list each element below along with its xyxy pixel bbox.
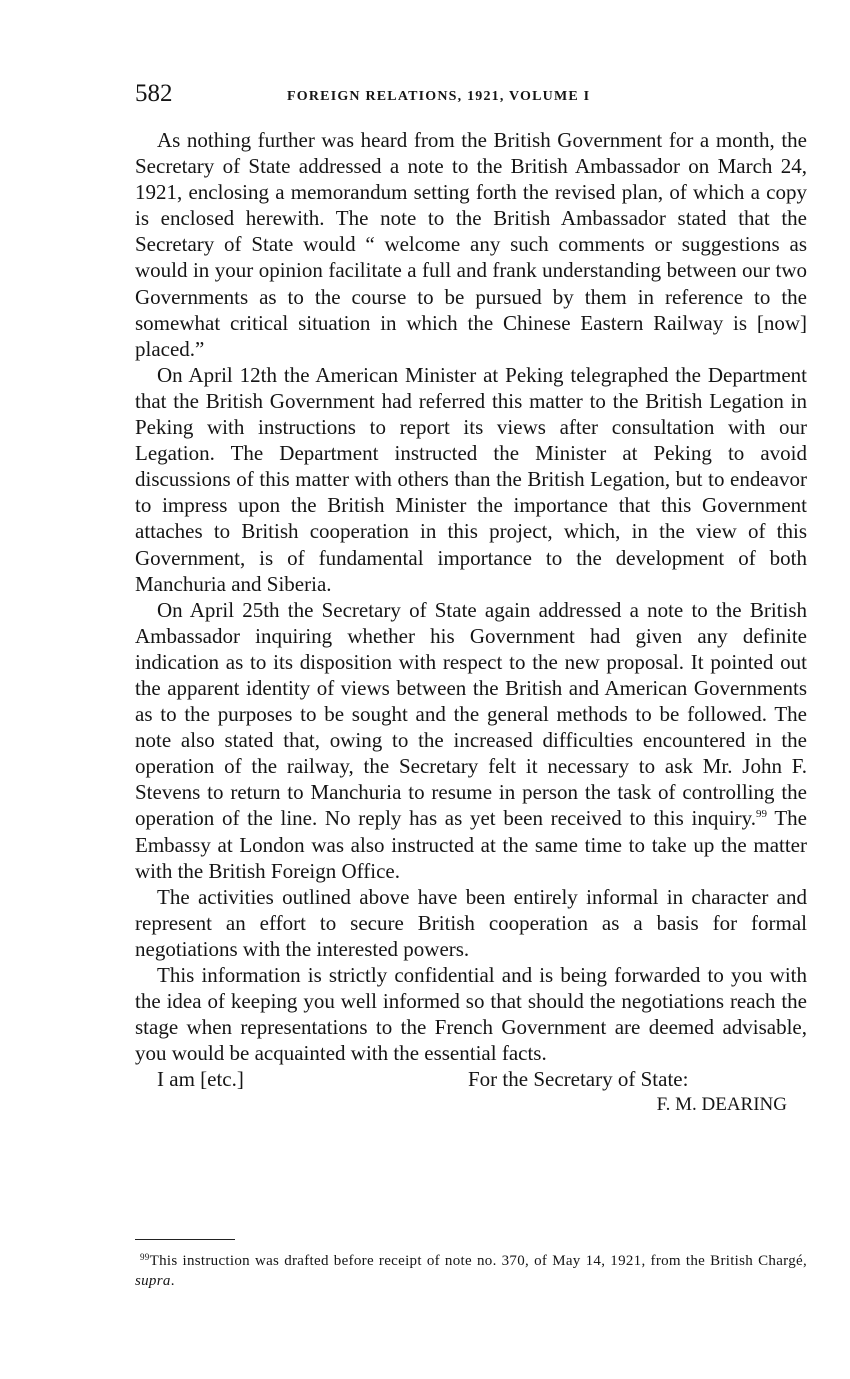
footnote-reference: 99 bbox=[756, 808, 768, 821]
paragraph-1: As nothing further was heard from the British Government for a month, the Secretary of State addressed a note to the British Ambassador on March 24, 1921, enclosing a memorandum setting forth the revised plan, of which a copy is enclosed herewith. The note to the British Ambassador stated that the Secretary of State would “ welcome any such comments or suggestions as would in your opinion facilitate a full and frank understanding between our two Governments as to the course to be pursued by them in reference to the somewhat critical situation in which the Chinese Eastern Railway is [now] placed.” bbox=[135, 128, 807, 361]
running-title: FOREIGN RELATIONS, 1921, VOLUME I bbox=[287, 89, 591, 104]
footnote-mark: 99 bbox=[140, 1252, 150, 1262]
complimentary-close: I am [etc.] bbox=[157, 1067, 244, 1092]
paragraph-5: This information is strictly confidential and is being forwarded to you with the idea of keeping you well informed so that should the negotiations reach the stage when representations to the French Government are deemed advisable, you would be acquainted with the essential facts. bbox=[135, 963, 807, 1066]
paragraph-2: On April 12th the American Minister at Peking telegraphed the Department that the British Government had referred this matter to the British Legation in Peking with instructions to report its views after consultation with our Legation. The Department instructed the Minister at Peking to avoid discussions of this matter with others than the British Legation, but to endeavor to impress upon the British Minister the importance that this Government attaches to British cooperation in this project, which, in the view of this Government, is of fundamental importance to the development of both Manchuria and Siberia. bbox=[135, 362, 807, 596]
footnote-text: This instruction was drafted before receipt of note no. 370, of May 14, 1921, from the British Chargé, bbox=[149, 1253, 807, 1269]
page-header bbox=[135, 80, 810, 114]
signer-name: F. M. DEARING bbox=[656, 1094, 787, 1116]
page-number: 582 bbox=[135, 80, 173, 107]
paragraph-4: The activities outlined above have been entirely informal in character and represent an effort to secure British cooperation as a basis for formal negotiations with the interested powers. bbox=[135, 884, 807, 961]
footnote-italic: supra bbox=[135, 1273, 171, 1289]
paragraph-3-text-b: The Embassy at London was also instructed at the same time to take up the matter with the British Foreign Office. bbox=[135, 806, 808, 883]
signature-block bbox=[135, 1092, 807, 1122]
signature-line: For the Secretary of State: bbox=[468, 1067, 689, 1092]
paragraph-3 bbox=[135, 597, 807, 884]
footnote bbox=[135, 1251, 807, 1291]
footnote-end: . bbox=[170, 1273, 175, 1289]
footnote-divider bbox=[135, 1239, 235, 1240]
paragraph-3-text-a: On April 25th the Secretary of State again addressed a note to the British Ambassador inquiring whether his Government had given any definite indication as to its disposition with respect to the new proposal. It pointed out the apparent identity of views between the British and American Governments as to the purposes to be sought and the general methods to be followed. The note also stated that, owing to the increased difficulties encountered in the operation of the railway, the Secretary felt it necessary to ask Mr. John F. Stevens to return to Manchuria to resume in person the task of controlling the operation of the line. No reply has as yet been received to this inquiry. bbox=[135, 597, 807, 831]
closing-line bbox=[135, 1066, 807, 1092]
document-body bbox=[135, 127, 807, 1122]
